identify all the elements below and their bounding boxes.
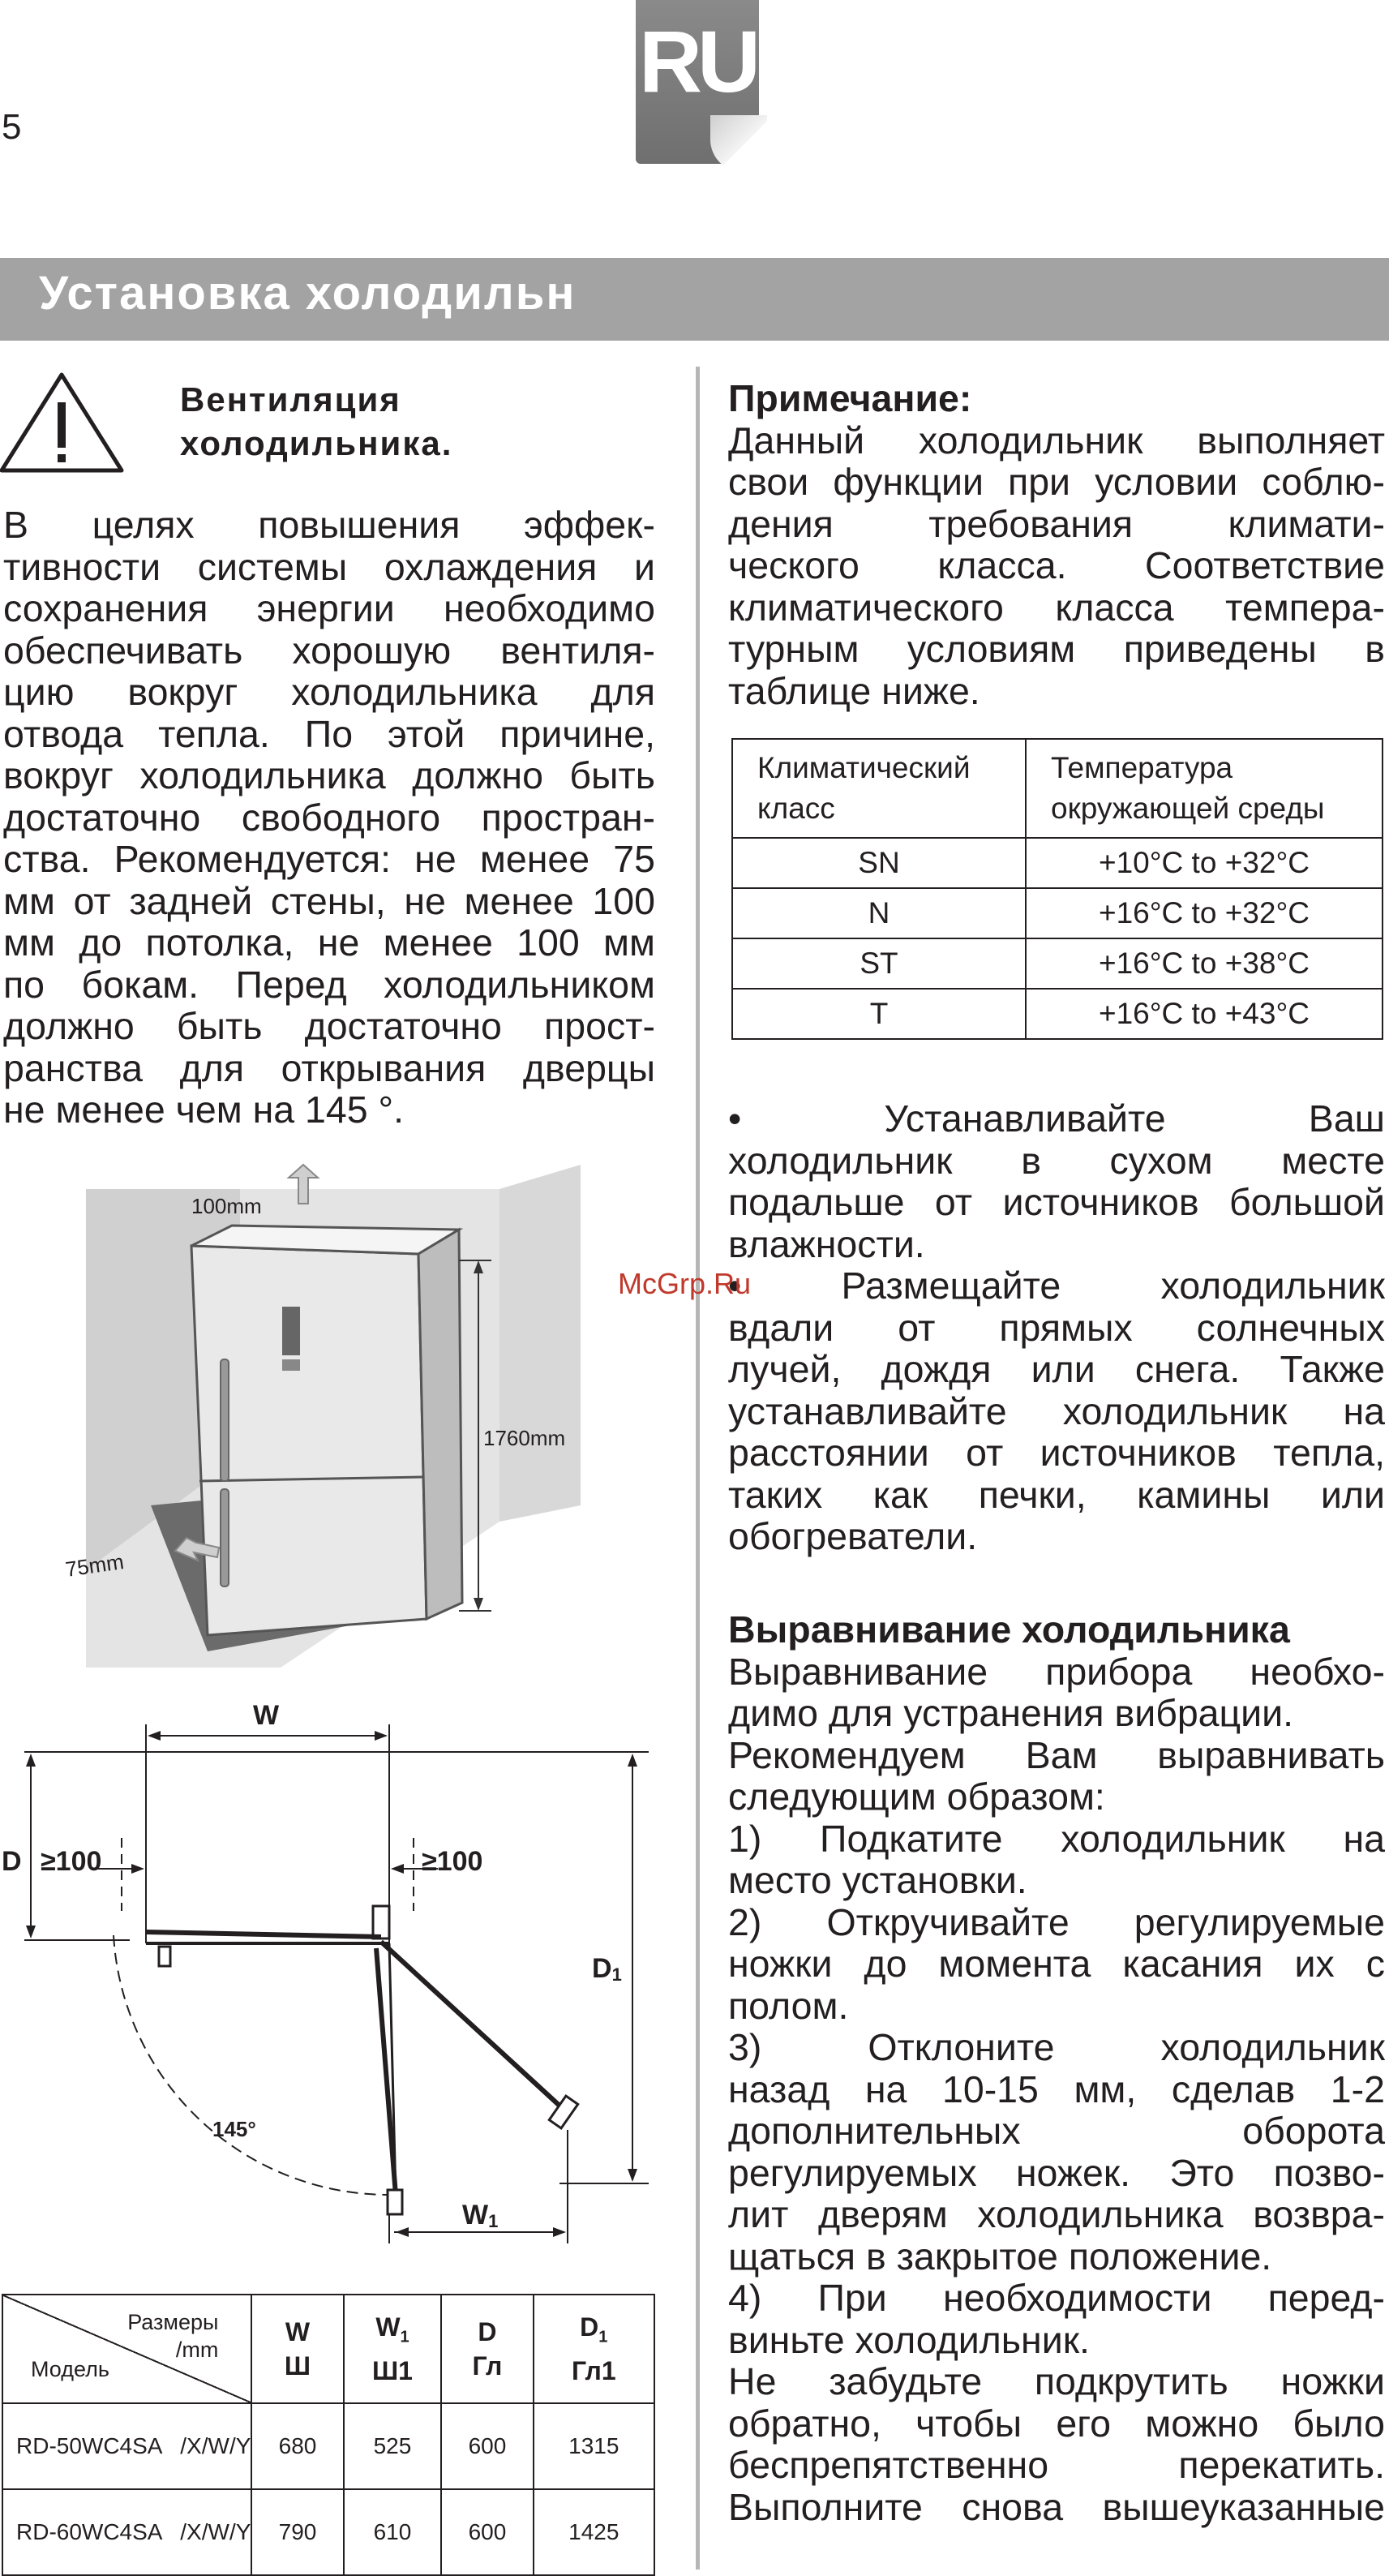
text-line: 2) Откручивайте регулируемые [728, 1900, 1385, 1943]
header-line: Климатический [757, 751, 971, 784]
page-number: 5 [2, 107, 22, 147]
temperature-cell: +16°C to +32°C [1026, 888, 1383, 938]
header-dims-label [127, 2308, 218, 2363]
table-row [732, 989, 1383, 1039]
leveling-title: Выравнивание холодильника [728, 1608, 1290, 1651]
text-line: Выравнивание прибора необхо- [728, 1650, 1385, 1693]
d1-main: D [592, 1953, 612, 1984]
temperature-cell: +16°C to +38°C [1026, 938, 1383, 989]
text-line: сохранения энергии необходимо [3, 587, 655, 629]
d1-subscript: 1 [611, 1964, 622, 1985]
w1-main: W [462, 2200, 489, 2230]
table-row [732, 838, 1383, 888]
text-line: виньте холодильник. [728, 2318, 1090, 2361]
col-label-ru: Гл1 [571, 2356, 616, 2386]
header-model-cell [2, 2295, 251, 2403]
text-line: должно быть достаточно прост- [3, 1005, 655, 1047]
header-dims-top: Размеры [127, 2310, 219, 2334]
header-col-w1 [344, 2295, 442, 2403]
value-cell: 790 [251, 2489, 343, 2575]
class-cell: SN [732, 838, 1026, 888]
value-cell: 1425 [534, 2489, 654, 2575]
text-line: Рекомендуем Вам выравнивать [728, 1733, 1385, 1776]
col-label-subscript: 1 [400, 2328, 409, 2346]
text-line: тивности системы охлаждения и [3, 545, 655, 588]
text-line: мм до потолка, не менее 100 мм [3, 921, 655, 964]
header-col-d1 [534, 2295, 654, 2403]
ventilation-title [180, 378, 452, 466]
text-line: обогреватели. [728, 1515, 978, 1557]
text-line: назад на 10-15 мм, сделав 1-2 [728, 2067, 1385, 2110]
text-line: лит дверям холодильника возвра- [728, 2193, 1385, 2235]
text-line: цию вокруг холодильника для [3, 671, 655, 713]
col-label: D [580, 2312, 599, 2342]
text-line: обратно, чтобы его можно было [728, 2402, 1385, 2445]
value-cell: 600 [441, 2489, 533, 2575]
class-cell: N [732, 888, 1026, 938]
text-line: не менее чем на 145 °. [3, 1088, 405, 1131]
class-cell: T [732, 989, 1026, 1039]
table-row [2, 2403, 654, 2489]
text-line: • Размещайте холодильник [728, 1264, 1385, 1307]
door-angle-label: 145° [212, 2117, 256, 2141]
section-header-bar [0, 258, 1389, 341]
text-line: следующим образом: [728, 1775, 1105, 1818]
side-clearance-right-label: ≥100 [422, 1846, 483, 1877]
table-row [732, 938, 1383, 989]
d-label: D [2, 1846, 22, 1877]
fridge-clearance-illustration [63, 1165, 581, 1684]
ventilation-title-line: холодильника. [180, 424, 453, 462]
temperature-cell: +10°C to +32°C [1026, 838, 1383, 888]
temperature-cell: +16°C to +43°C [1026, 989, 1383, 1039]
table-header-row [732, 739, 1383, 838]
ventilation-text [3, 504, 655, 1131]
class-cell: ST [732, 938, 1026, 989]
text-line: ства. Рекомендуется: не менее 75 [3, 838, 655, 880]
text-line: 3) Отклоните холодильник [728, 2026, 1385, 2068]
top-view-dimensions-diagram [0, 1692, 658, 2260]
model-cell: RD-60WC4SA /X/W/Y [2, 2489, 251, 2575]
header-line: Температура [1051, 751, 1233, 784]
col-label: W [285, 2317, 311, 2346]
value-cell: 1315 [534, 2403, 654, 2489]
col-label-ru: Гл [472, 2351, 503, 2381]
text-line: по бокам. Перед холодильником [3, 963, 655, 1006]
text-line: вдали от прямых солнечных [728, 1306, 1385, 1349]
text-line: климатического класса темпера- [728, 586, 1385, 629]
value-cell: 610 [344, 2489, 442, 2575]
text-line: таких как печки, камины или [728, 1473, 1385, 1516]
page-curl-decoration [710, 115, 767, 172]
text-line: место установки. [728, 1859, 1027, 1901]
value-cell: 600 [441, 2403, 533, 2489]
header-line: окружающей среды [1051, 792, 1325, 825]
text-line: мм от задней стены, не менее 100 [3, 879, 655, 922]
w1-subscript: 1 [488, 2211, 499, 2231]
text-line: Выполните снова вышеуказанные [728, 2485, 1385, 2528]
placement-bullets [728, 1098, 1385, 1558]
table-row [2, 2489, 654, 2575]
language-badge-label: RU [639, 12, 756, 110]
text-line: лучей, дождя или снега. Также [728, 1348, 1385, 1390]
side-clearance-left-label: ≥100 [41, 1846, 102, 1877]
text-line: влажности. [728, 1222, 925, 1265]
text-line: ранства для открывания дверцы [3, 1046, 655, 1089]
text-line: дополнительных оборота [728, 2110, 1385, 2152]
section-title: Установка холодильн [39, 267, 577, 320]
w-label: W [253, 1700, 280, 1731]
warning-triangle-icon [0, 370, 130, 475]
ventilation-title-line: Вентиляция [180, 380, 401, 419]
note-title: Примечание: [728, 377, 972, 419]
leveling-section [728, 1609, 1385, 2528]
text-line: полом. [728, 1984, 849, 2027]
header-cell-class [732, 739, 1026, 838]
col-label-ru: Ш1 [372, 2356, 413, 2386]
header-model-label: Модель [31, 2357, 109, 2381]
climate-class-table [731, 738, 1383, 1040]
value-cell: 525 [344, 2403, 442, 2489]
dimensions-table [2, 2294, 655, 2576]
language-badge [636, 0, 759, 164]
header-col-w [251, 2295, 343, 2403]
table-header-row [2, 2295, 654, 2403]
text-line: отвода тепла. По этой причине, [3, 712, 655, 755]
col-label-ru: Ш [284, 2351, 311, 2381]
header-col-d [441, 2295, 533, 2403]
text-line: турным условиям приведены в [728, 628, 1385, 670]
text-line: ножки до момента касания их с [728, 1943, 1385, 1985]
text-line: таблице ниже. [728, 669, 980, 712]
header-dims-unit: /mm [175, 2338, 219, 2362]
text-line: Данный холодильник выполняет [728, 419, 1385, 462]
text-line: расстоянии от источников тепла, [728, 1432, 1385, 1474]
text-line: В целях повышения эффек- [3, 504, 655, 546]
text-line: беспрепятственно перекатить. [728, 2444, 1385, 2486]
col-label: D [478, 2317, 497, 2346]
text-line: устанавливайте холодильник на [728, 1389, 1385, 1432]
text-line: холодильник в сухом месте [728, 1139, 1385, 1182]
table-row [732, 888, 1383, 938]
note-section [728, 378, 1385, 712]
text-line: регулируемых ножек. Это позво- [728, 2151, 1385, 2194]
text-line: свои функции при условии соблю- [728, 461, 1385, 503]
text-line: обеспечивать хорошую вентиля- [3, 629, 655, 672]
text-line: 1) Подкатите холодильник на [728, 1817, 1385, 1860]
height-label: 1760mm [483, 1426, 566, 1450]
header-cell-temperature [1026, 739, 1383, 838]
text-line: 4) При необходимости перед- [728, 2277, 1385, 2319]
value-cell: 680 [251, 2403, 343, 2489]
watermark: McGrp.Ru [618, 1267, 752, 1300]
text-line: подальше от источников большой [728, 1181, 1385, 1223]
model-cell: RD-50WC4SA /X/W/Y [2, 2403, 251, 2489]
back-gap-label: 75mm [63, 1549, 126, 1582]
text-line: димо для устранения вибрации. [728, 1692, 1294, 1734]
d1-label [592, 1953, 622, 1985]
text-line: вокруг холодильника должно быть [3, 754, 655, 796]
text-line: щаться в закрытое положение. [728, 2235, 1272, 2278]
text-line: дения требования климати- [728, 502, 1385, 545]
col-label: W [375, 2312, 401, 2342]
text-line: ческого класса. Соответствие [728, 544, 1385, 586]
text-line: достаточно свободного простран- [3, 796, 655, 839]
top-gap-label: 100mm [191, 1194, 262, 1218]
text-line: • Устанавливайте Ваш [728, 1097, 1385, 1140]
header-line: класс [757, 792, 835, 825]
col-label-subscript: 1 [598, 2328, 608, 2346]
w1-label [462, 2200, 498, 2231]
text-line: Не забудьте подкрутить ножки [728, 2360, 1385, 2402]
column-divider [696, 367, 700, 2570]
